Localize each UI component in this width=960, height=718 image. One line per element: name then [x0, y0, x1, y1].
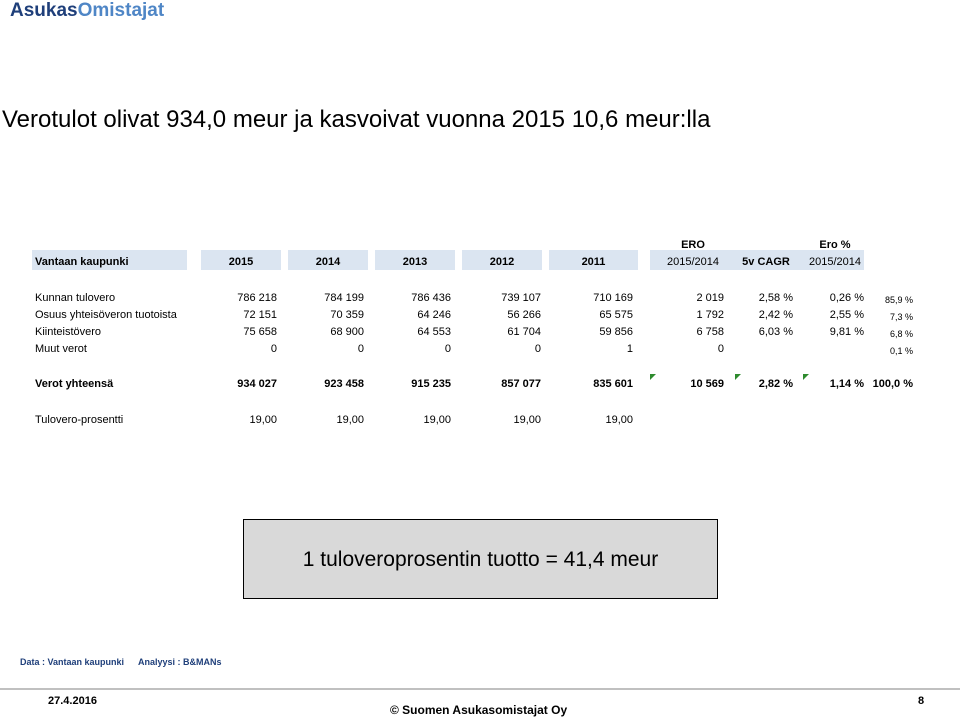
- header-2012: 2012: [489, 256, 515, 268]
- cell: 6 758: [696, 326, 724, 338]
- highlight-box: [243, 519, 718, 599]
- header-ero: ERO: [681, 239, 705, 251]
- cell: 2,55 %: [829, 309, 864, 321]
- row-label: Muut verot: [35, 343, 87, 355]
- cell: 56 266: [507, 309, 541, 321]
- cell: 784 199: [324, 292, 364, 304]
- share-cell: 85,9 %: [884, 295, 913, 305]
- cell: 19,00: [605, 414, 633, 426]
- cell: 64 553: [417, 326, 451, 338]
- data-source: Data : Vantaan kaupunki: [20, 657, 125, 667]
- highlight-text: 1 tuloveroprosentin tuotto = 41,4 meur: [302, 548, 659, 571]
- cell: 75 658: [243, 326, 277, 338]
- error-flag-icon: [735, 374, 741, 380]
- row-label: Tulovero-prosentti: [35, 414, 124, 426]
- cell: 2,58 %: [758, 292, 793, 304]
- header-entity: Vantaan kaupunki: [35, 256, 129, 268]
- logo-part-1: Asukas: [10, 0, 78, 21]
- cell: 710 169: [593, 292, 633, 304]
- cell: 739 107: [501, 292, 541, 304]
- cell: 857 077: [501, 378, 541, 390]
- cell: 61 704: [507, 326, 541, 338]
- cell: 1: [626, 343, 633, 355]
- cell: 0: [444, 343, 451, 355]
- share-cell: 0,1 %: [889, 346, 913, 356]
- cell: 934 027: [237, 378, 277, 390]
- cell: 2,42 %: [758, 309, 793, 321]
- row-label: Verot yhteensä: [35, 378, 114, 390]
- cell: 0: [357, 343, 364, 355]
- cell: 0: [717, 343, 724, 355]
- page-title: Verotulot olivat 934,0 meur ja kasvoivat vuonna 2015 10,6 meur:lla: [2, 106, 711, 133]
- share-cell: 7,3 %: [889, 312, 913, 322]
- header-2014: 2014: [315, 256, 341, 268]
- cell: 2 019: [696, 292, 724, 304]
- header-2011: 2011: [581, 256, 606, 268]
- cell: 915 235: [411, 378, 451, 390]
- error-flag-icon: [650, 374, 656, 380]
- analysis-source: Analyysi : B&MANs: [138, 657, 222, 667]
- row-label: Osuus yhteisöveron tuotoista: [35, 309, 177, 321]
- cell: 1,14 %: [829, 378, 864, 390]
- cell: 19,00: [513, 414, 541, 426]
- cell: 19,00: [336, 414, 364, 426]
- cell: 59 856: [599, 326, 633, 338]
- cell: 10 569: [690, 378, 724, 390]
- header-cagr: 5v CAGR: [742, 256, 790, 268]
- cell: 923 458: [324, 378, 364, 390]
- row-label: Kiinteistövero: [35, 326, 102, 338]
- cell: 0: [534, 343, 541, 355]
- cell: 0: [270, 343, 277, 355]
- header-ero-pct: Ero %: [819, 239, 851, 251]
- page-number: 8: [918, 695, 925, 707]
- footer-copyright: © Suomen Asukasomistajat Oy: [390, 703, 568, 717]
- share-cell: 6,8 %: [889, 329, 913, 339]
- footer-divider: [0, 688, 960, 690]
- error-flag-icon: [803, 374, 809, 380]
- cell: 65 575: [599, 309, 633, 321]
- cell: 6,03 %: [758, 326, 793, 338]
- footer-date: 27.4.2016: [48, 695, 97, 707]
- cell: 19,00: [423, 414, 451, 426]
- cell: 1 792: [696, 309, 724, 321]
- cell: 72 151: [243, 309, 277, 321]
- header-2013: 2013: [402, 256, 428, 268]
- cell: 9,81 %: [829, 326, 864, 338]
- cell: 68 900: [330, 326, 364, 338]
- cell: 786 436: [411, 292, 451, 304]
- cell: 70 359: [330, 309, 364, 321]
- cell: 2,82 %: [758, 378, 793, 390]
- header-2015: 2015: [228, 256, 254, 268]
- cell: 835 601: [593, 378, 633, 390]
- cell: 0,26 %: [829, 292, 864, 304]
- brand-logo: [10, 0, 164, 22]
- header-ero-pct-period: 2015/2014: [809, 256, 861, 268]
- share-cell: 100,0 %: [872, 378, 913, 390]
- cell: 786 218: [237, 292, 277, 304]
- logo-part-2: Omistajat: [77, 0, 165, 21]
- cell: 19,00: [249, 414, 277, 426]
- header-ero-period: 2015/2014: [667, 256, 719, 268]
- row-label: Kunnan tulovero: [35, 292, 116, 304]
- cell: 64 246: [417, 309, 451, 321]
